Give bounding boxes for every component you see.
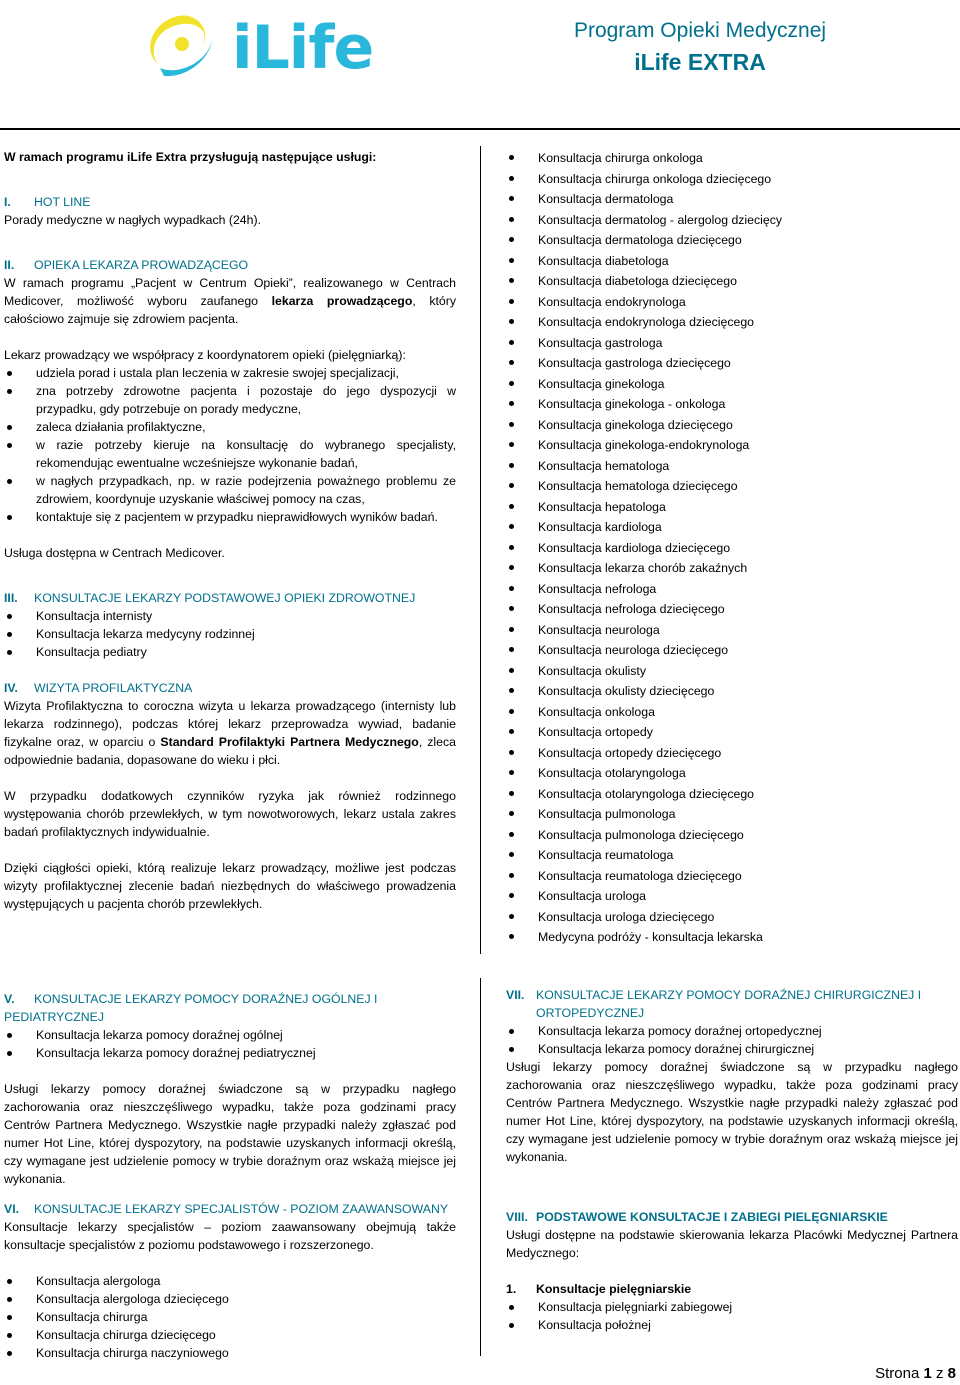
left-column (4, 148, 456, 913)
list-item: Konsultacja ginekologa (506, 374, 956, 395)
section-5-title: KONSULTACJE LEKARZY POMOCY DORAŹNEJ OGÓLNEJ I PEDIATRYCZNEJ (4, 992, 378, 1024)
paragraph-bold: lekarza prowadzącego (271, 294, 413, 308)
section-8-title: PODSTAWOWE KONSULTACJE I ZABIEGI PIELĘGNIARSKIE (536, 1210, 888, 1224)
list-item: Konsultacja urologa (506, 886, 956, 907)
section-2-number: II. (4, 258, 15, 272)
section-7-number: VII. (506, 988, 525, 1002)
section-7-text: Usługi lekarzy pomocy doraźnej świadczone są w przypadku nagłego zachorowania oraz nieszczęśliwego wypadku, także poza godzinami pracy Centrów Partnera Medycznego. Wszystkie nagłe przypadki należy zgłaszać pod numer Hot Line, której dyspozytory, na podstawie uzyskanych informacji określą, czy wymagane jest udzielenie pomocy w trybie doraźnym oraz wskażą miejsce jej wykonania. (506, 1060, 958, 1164)
section-6-number: VI. (4, 1202, 20, 1216)
list-item: Konsultacja chirurga dziecięcego (4, 1326, 456, 1344)
section-5-text: Usługi lekarzy pomocy doraźnej świadczone są w przypadku nagłego zachorowania oraz nieszczęśliwego wypadku, także poza godzinami pracy Centrów Partnera Medycznego. Wszystkie nagłe przypadki należy zgłaszać pod numer Hot Line, której dyspozytory, na podstawie uzyskanych informacji określą, czy wymagane jest udzielenie pomocy w trybie doraźnym oraz wskażą miejsce jej wykonania. (4, 1082, 456, 1186)
section-4 (4, 679, 456, 913)
list-item: Konsultacja otolaryngologa (506, 763, 956, 784)
list-item: udziela porad i ustala plan leczenia w zakresie swojej specjalizacji, (4, 364, 456, 382)
list-item: Konsultacja okulisty (506, 661, 956, 682)
section-2-lead: Lekarz prowadzący we współpracy z koordynatorem opieki (pielęgniarką): (4, 348, 406, 362)
page-label: Strona (875, 1365, 924, 1382)
list-item: Konsultacja nefrologa (506, 579, 956, 600)
list-item: Konsultacja lekarza pomocy doraźnej pediatrycznej (4, 1044, 456, 1062)
list-item: zaleca działania profilaktyczne, (4, 418, 456, 436)
paragraph-text: W ramach programu „Pacjent w Centrum Opieki”, realizowanego w Centrach Medicover, możliwość wyboru zaufanego (4, 276, 456, 308)
right-column (506, 148, 956, 948)
section-5-number: V. (4, 992, 15, 1006)
list-item: Konsultacja kardiologa dziecięcego (506, 538, 956, 559)
list-item: Konsultacja endokrynologa (506, 292, 956, 313)
specialist-consultations-list (506, 148, 956, 948)
advanced-specialists-list (4, 1272, 456, 1362)
emergency-surgical-list (506, 1022, 958, 1058)
list-item: Konsultacja alergologa dziecięcego (4, 1290, 456, 1308)
header-divider (0, 128, 960, 130)
section-7-title: KONSULTACJE LEKARZY POMOCY DORAŹNEJ CHIRURGICZNEJ I (536, 988, 922, 1002)
section-7 (506, 986, 958, 1166)
list-item: Konsultacja pediatry (4, 643, 456, 661)
list-item: Konsultacja ginekologa dziecięcego (506, 415, 956, 436)
section-1 (4, 193, 456, 229)
list-item: Konsultacja lekarza chorób zakaźnych (506, 558, 956, 579)
doctor-duties-list (4, 364, 456, 526)
list-item: Konsultacja reumatologa (506, 845, 956, 866)
list-item: Konsultacja diabetologa dziecięcego (506, 271, 956, 292)
ilife-logo-icon (138, 6, 233, 90)
page-number (875, 1364, 956, 1384)
subsection-title: Konsultacje pielęgniarskie (536, 1282, 692, 1296)
list-item: Konsultacja gastrologa (506, 333, 956, 354)
list-item: Konsultacja lekarza pomocy doraźnej ogólnej (4, 1026, 456, 1044)
list-item: Konsultacja ortopedy dziecięcego (506, 743, 956, 764)
section-3 (4, 589, 456, 661)
program-name: iLife EXTRA (634, 49, 766, 75)
nursing-list (506, 1298, 958, 1334)
list-item: Konsultacja hematologa dziecięcego (506, 476, 956, 497)
paragraph-bold: Standard Profilaktyki Partnera Medycznego (160, 735, 419, 749)
section-6-text: Konsultacje lekarzy specjalistów – poziom zaawansowany obejmują także konsultacje specjalistów z poziomu podstawowego i rozszerzonego. (4, 1220, 456, 1252)
section-3-title: KONSULTACJE LEKARZY PODSTAWOWEJ OPIEKI ZDROWOTNEJ (34, 591, 416, 605)
section-1-number: I. (4, 195, 11, 209)
section-7-title-cont: ORTOPEDYCZNEJ (536, 1006, 645, 1020)
list-item: Konsultacja kardiologa (506, 517, 956, 538)
list-item: Konsultacja chirurga onkologa dziecięcego (506, 169, 956, 190)
list-item: Konsultacja chirurga naczyniowego (4, 1344, 456, 1362)
list-item: Konsultacja hepatologa (506, 497, 956, 518)
list-item: Konsultacja dermatolog - alergolog dziecięcy (506, 210, 956, 231)
page-separator: z (931, 1365, 948, 1382)
intro-text: W ramach programu iLife Extra przysługują następujące usługi: (4, 150, 377, 164)
total-pages: 8 (947, 1365, 956, 1382)
list-item: w nagłych przypadkach, np. w razie podejrzenia poważnego problemu ze zdrowiem, koordynuje uzyskanie właściwej pomocy na czas, (4, 472, 456, 508)
section-3-number: III. (4, 591, 18, 605)
list-item: Konsultacja endokrynologa dziecięcego (506, 312, 956, 333)
list-item: Konsultacja reumatologa dziecięcego (506, 866, 956, 887)
section-2 (4, 256, 456, 562)
list-item: Konsultacja położnej (506, 1316, 958, 1334)
paragraph-text: , zleca odpowiednie badania, dopasowane do wieku i płci. (4, 735, 456, 767)
program-title: Program Opieki Medycznej (573, 19, 827, 42)
section-2-note: Usługa dostępna w Centrach Medicover. (4, 546, 225, 560)
logo-text: iLife (232, 13, 374, 83)
list-item: Konsultacja ortopedy (506, 722, 956, 743)
section-8 (506, 1208, 958, 1334)
list-item: Konsultacja lekarza pomocy doraźnej ortopedycznej (506, 1022, 958, 1040)
list-item: Konsultacja lekarza pomocy doraźnej chirurgicznej (506, 1040, 958, 1058)
list-item: zna potrzeby zdrowotne pacjenta i pozostaje do jego dyspozycji w przypadku, gdy potrzebuje on porady medyczne, (4, 382, 456, 418)
section-8-text: Usługi dostępne na podstawie skierowania lekarza Placówki Medycznej Partnera Medycznego: (506, 1228, 958, 1260)
section-6-title: KONSULTACJE LEKARZY SPECJALISTÓW - POZIOM ZAAWANSOWANY (34, 1202, 449, 1216)
section-4-paragraph (4, 697, 456, 769)
section-8-number: VIII. (506, 1210, 528, 1224)
column-divider-bottom (480, 978, 481, 1356)
section-4-title: WIZYTA PROFILAKTYCZNA (34, 681, 193, 695)
list-item: Konsultacja lekarza medycyny rodzinnej (4, 625, 456, 643)
list-item: Konsultacja ginekologa - onkologa (506, 394, 956, 415)
section-1-title: HOT LINE (34, 195, 91, 209)
section-1-text: Porady medyczne w nagłych wypadkach (24h). (4, 213, 261, 227)
list-item: Konsultacja ginekologa-endokrynologa (506, 435, 956, 456)
section-4-number: IV. (4, 681, 18, 695)
list-item: Konsultacja otolaryngologa dziecięcego (506, 784, 956, 805)
section-6 (4, 1200, 456, 1362)
list-item: w razie potrzeby kieruje na konsultację do wybranego specjalisty, rekomendując ewentualne wcześniejsze wykonanie badań, (4, 436, 456, 472)
document-header (550, 16, 850, 78)
list-item: Konsultacja neurologa (506, 620, 956, 641)
list-item: Medycyna podróży - konsultacja lekarska (506, 927, 956, 948)
section-5 (4, 990, 456, 1188)
list-item: Konsultacja chirurga (4, 1308, 456, 1326)
list-item: Konsultacja dermatologa (506, 189, 956, 210)
column-divider-top (480, 146, 481, 954)
paragraph-text: Wizyta Profilaktyczna to coroczna wizyta u lekarza prowadzącego (internisty lub lekarza rodzinnego), podczas której lekarz przeprowadza wywiad, badanie fizykalne oraz, w oparciu o (4, 699, 456, 749)
list-item: Konsultacja neurologa dziecięcego (506, 640, 956, 661)
list-item: Konsultacja hematologa (506, 456, 956, 477)
list-item: Konsultacja dermatologa dziecięcego (506, 230, 956, 251)
section-2-title: OPIEKA LEKARZA PROWADZĄCEGO (34, 258, 249, 272)
section-2-paragraph (4, 274, 456, 328)
list-item: Konsultacja pulmonologa (506, 804, 956, 825)
list-item: Konsultacja alergologa (4, 1272, 456, 1290)
ilife-logo (138, 6, 374, 90)
list-item: Konsultacja urologa dziecięcego (506, 907, 956, 928)
list-item: Konsultacja gastrologa dziecięcego (506, 353, 956, 374)
list-item: Konsultacja internisty (4, 607, 456, 625)
list-item: Konsultacja pielęgniarki zabiegowej (506, 1298, 958, 1316)
subsection-number: 1. (506, 1282, 517, 1296)
emergency-general-list (4, 1026, 456, 1062)
list-item: Konsultacja chirurga onkologa (506, 148, 956, 169)
section-4-paragraph-3: Dzięki ciągłości opieki, którą realizuje lekarz prowadzący, możliwe jest podczas wizyty profilaktycznej zlecenie badań niezbędnych do właściwego prowadzenia występujących u pacjenta chorób przewlekłych. (4, 861, 456, 911)
list-item: Konsultacja pulmonologa dziecięcego (506, 825, 956, 846)
current-page: 1 (923, 1365, 932, 1382)
list-item: Konsultacja nefrologa dziecięcego (506, 599, 956, 620)
paragraph-text: , który całościowo zajmuje się zdrowiem pacjenta. (4, 294, 456, 326)
list-item: kontaktuje się z pacjentem w przypadku nieprawidłowych wyników badań. (4, 508, 456, 526)
section-4-paragraph-2: W przypadku dodatkowych czynników ryzyka jak również rodzinnego występowania chorób przewlekłych, w tym nowotworowych, lekarz ustala zakres badań profilaktycznych indywidualnie. (4, 789, 456, 839)
list-item: Konsultacja onkologa (506, 702, 956, 723)
list-item: Konsultacja diabetologa (506, 251, 956, 272)
list-item: Konsultacja okulisty dziecięcego (506, 681, 956, 702)
basic-care-list (4, 607, 456, 661)
